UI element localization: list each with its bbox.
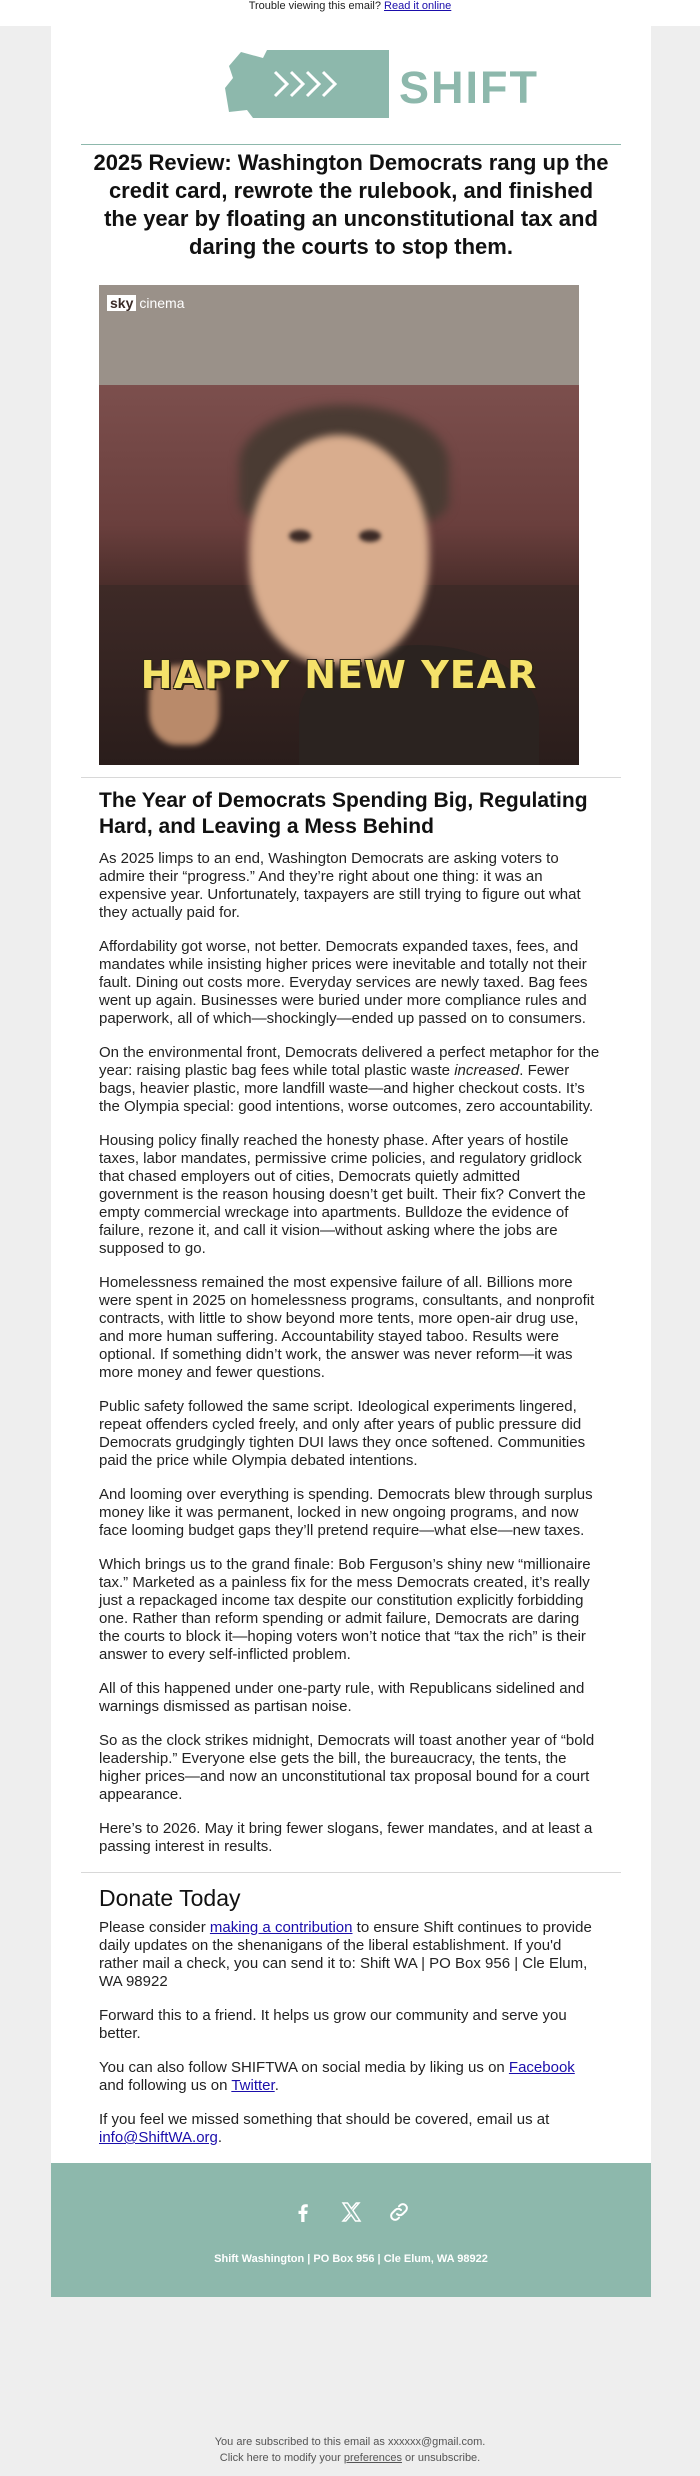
headline: 2025 Review: Washington Democrats rang up the credit card, rewrote the rulebook, and finished the year by floating an unconstitutional tax and daring the courts to stop them. <box>93 150 609 259</box>
facebook-link[interactable]: Facebook <box>508 2059 575 2076</box>
article-paragraph: On the environmental front, Democrats delivered a perfect metaphor for the year: raising plastic bag fees while total plastic waste increased. Fewer bags, heavier plastic, more landfill waste—and higher checkout costs. It’s the Olympia special: good intentions, worse outcomes, zero accountability. <box>99 1044 600 1115</box>
sky-cinema-watermark: sky cinema <box>107 295 185 311</box>
article-paragraph: All of this happened under one-party rule, with Republicans sidelined and warnings dismissed as partisan noise. <box>99 1680 585 1715</box>
article-paragraph: Public safety followed the same script. Ideological experiments lingered, repeat offenders cycled freely, and only after years of public pressure did Democrats grudgingly tighten DUI laws they once softened. Communities paid the price while Olympia debated intentions. <box>99 1398 586 1469</box>
donate-section <box>51 1885 651 2147</box>
article-body <box>51 788 651 1856</box>
donate-title: Donate Today <box>99 1885 241 1911</box>
footer <box>51 2163 651 2297</box>
contact-paragraph: If you feel we missed something that should be covered, email us at info@ShiftWA.org. <box>99 2111 550 2146</box>
article-paragraph: Homelessness remained the most expensive failure of all. Billions more were spent in 2025 on homelessness programs, consultants, and nonprofit contracts, with little to show beyond more tents, more open-air drug use, and more human suffering. Accountability stayed taboo. Results were optional. If something didn’t work, the answer was never reform—it was more money and fewer questions. <box>99 1274 595 1381</box>
footer-address: Shift Washington | PO Box 956 | Cle Elum, WA 98922 <box>214 2253 488 2265</box>
facebook-icon[interactable] <box>291 2200 315 2229</box>
logo[interactable] <box>51 26 651 144</box>
email-container <box>51 26 651 2297</box>
hero-face <box>249 435 429 665</box>
contribution-link[interactable]: making a contribution <box>209 1919 353 1936</box>
article-paragraph: And looming over everything is spending. Democrats blew through surplus money like it was permanent, locked in new ongoing programs, and now face looming budget gaps they’ll pretend require—what else—new taxes. <box>99 1486 593 1539</box>
article-paragraph: So as the clock strikes midnight, Democrats will toast another year of “bold leadership.” Everyone else gets the bill, the bureaucracy, the tents, the higher prices—and now an unconstitutional tax proposal bound for a court appearance. <box>99 1732 595 1803</box>
brand-name: SHIFT <box>399 62 539 113</box>
social-paragraph: You can also follow SHIFTWA on social media by liking us on Facebook and following us on Twitter. <box>99 2059 575 2094</box>
article-paragraph: Affordability got worse, not better. Democrats expanded taxes, fees, and mandates while insisting higher prices were inevitable and totally not their fault. Dining out costs more. Everyday services are newly taxed. Bag fees went up again. Businesses were buried under more compliance rules and paperwork, all of which—shockingly—ended up passed on to consumers. <box>99 938 588 1027</box>
article-paragraph: Housing policy finally reached the honesty phase. After years of hostile taxes, labor mandates, permissive crime policies, and regulatory gridlock that chased employers out of cities, Democrats quietly admitted government is the reason housing doesn’t get built. Their fix? Convert the empty commercial wreckage into apartments. Bulldoze the evidence of failure, rezone it, and call it vision—without asking where the jobs are supposed to go. <box>99 1132 586 1257</box>
article-paragraph: As 2025 limps to an end, Washington Democrats are asking voters to admire their “progress.” And they’re right about one thing: it was an expensive year. Unfortunately, taxpayers are still trying to figure out what they actually paid for. <box>99 850 581 921</box>
header-divider <box>81 144 621 145</box>
subscription-notice: You are subscribed to this email as xxxxxx@gmail.com. <box>214 2436 486 2448</box>
section-divider <box>81 777 621 778</box>
x-icon[interactable] <box>339 2200 363 2229</box>
hero-eye <box>289 530 311 542</box>
social-icons <box>51 2200 651 2229</box>
link-icon[interactable] <box>387 2200 411 2229</box>
donate-divider <box>81 1872 621 1873</box>
twitter-link[interactable]: Twitter <box>231 2077 275 2094</box>
article-title: The Year of Democrats Spending Big, Regulating Hard, and Leaving a Mess Behind <box>99 789 588 838</box>
donate-paragraph: Please consider making a contribution to ensure Shift continues to provide daily updates on the shenanigans of the liberal establishment. If you'd rather mail a check, you can send it to: Shift WA | PO Box 956 | Cle Elum, WA 98922 <box>99 1919 592 1990</box>
washington-state-icon <box>223 48 393 120</box>
hero-eye <box>359 530 381 542</box>
read-online-link[interactable]: Read it online <box>384 0 452 12</box>
email-link[interactable]: info@ShiftWA.org <box>99 2129 218 2146</box>
preferences-line: Click here to modify your preferences or unsubscribe. <box>219 2452 481 2464</box>
legal-footer <box>0 2434 700 2466</box>
article-paragraph: Which brings us to the grand finale: Bob Ferguson’s shiny new “millionaire tax.” Marketed as a painless fix for the mess Democrats created, it’s really just a repackaged income tax despite our constitution explicitly forbidding one. Rather than reform spending or admit failure, Democrats are daring the courts to block it—hoping voters won’t notice that “tax the rich” is their answer to every self-inflicted problem. <box>99 1556 591 1663</box>
trouble-viewing-text: Trouble viewing this email? <box>248 0 381 12</box>
hero-gif[interactable] <box>99 285 579 765</box>
article-paragraph: Here’s to 2026. May it bring fewer slogans, fewer mandates, and at least a passing interest in results. <box>99 1820 593 1855</box>
preferences-link[interactable]: preferences <box>343 2452 402 2464</box>
hero-caption: HAPPY NEW YEAR <box>140 653 538 697</box>
forward-paragraph: Forward this to a friend. It helps us grow our community and serve you better. <box>99 2007 567 2042</box>
top-bar <box>0 0 700 26</box>
